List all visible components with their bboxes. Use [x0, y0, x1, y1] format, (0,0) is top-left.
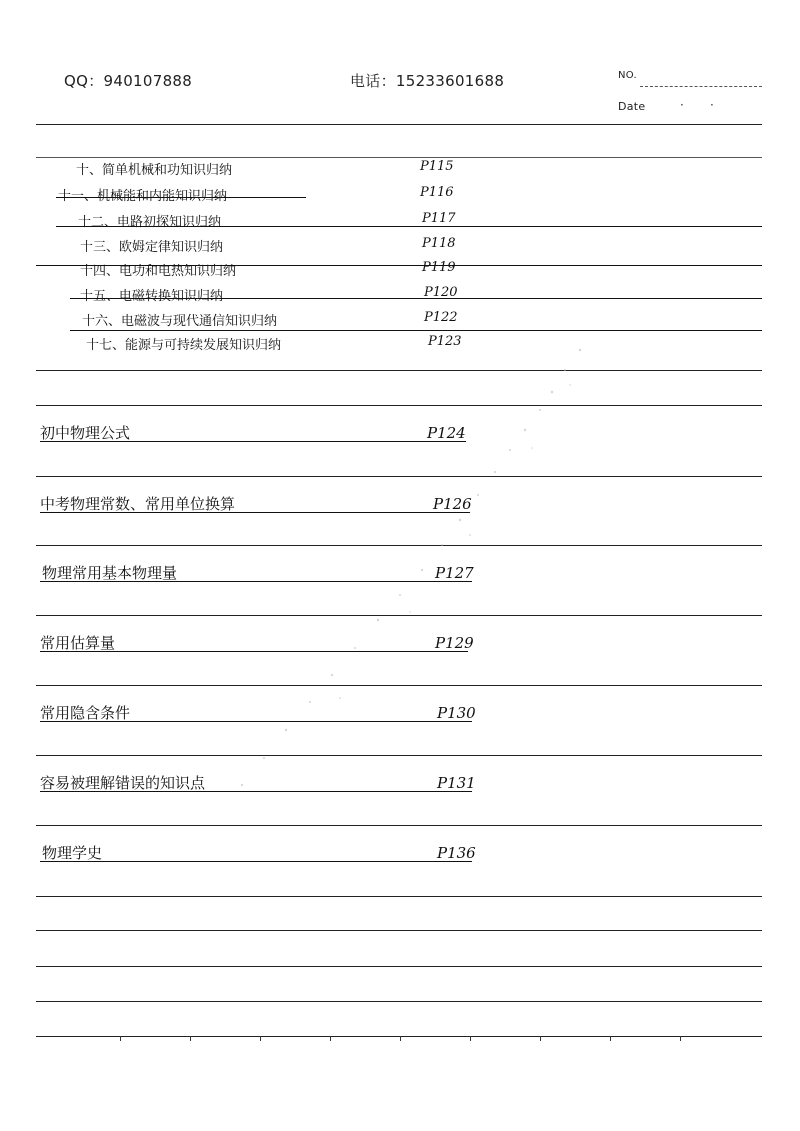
scan-speckle-watermark	[160, 330, 640, 810]
strike-through-line	[70, 298, 762, 299]
toc-item-page: P116	[420, 185, 454, 200]
toc-item-title: 初中物理公式	[40, 424, 131, 442]
ruler-tick	[540, 1036, 541, 1041]
entry-underline	[40, 791, 472, 792]
strike-through-line	[70, 330, 762, 331]
ruled-line	[36, 755, 762, 756]
toc-item-title: 物理常用基本物理量	[42, 564, 178, 582]
toc-item-title: 十四、电功和电热知识归纳	[80, 264, 237, 279]
toc-item-page: P127	[435, 564, 474, 582]
ruler-tick	[190, 1036, 191, 1041]
toc-item-title: 十三、欧姆定律知识归纳	[80, 240, 224, 255]
ruled-line	[36, 370, 762, 371]
entry-underline	[40, 441, 466, 442]
toc-item-page: P123	[428, 334, 462, 349]
toc-item-title: 物理学史	[42, 844, 103, 862]
ruled-line	[36, 405, 762, 406]
ruled-line	[36, 476, 762, 477]
toc-item-page: P122	[424, 310, 458, 325]
toc-item-title: 十七、能源与可持续发展知识归纳	[86, 338, 282, 353]
ruler-tick	[470, 1036, 471, 1041]
toc-item-title: 常用隐含条件	[40, 704, 131, 722]
toc-item-page: P126	[433, 495, 472, 513]
toc-item-title: 十一、机械能和内能知识归纳	[58, 189, 228, 204]
toc-item-page: P119	[422, 260, 456, 275]
ruled-line	[36, 157, 762, 158]
ruled-line	[36, 896, 762, 897]
ruler-tick	[400, 1036, 401, 1041]
toc-item-page: P118	[422, 236, 456, 251]
ruled-line	[36, 825, 762, 826]
toc-item-title: 常用估算量	[40, 634, 116, 652]
toc-item-page: P120	[424, 285, 458, 300]
no-label: NO.	[618, 70, 638, 81]
ruled-line	[36, 685, 762, 686]
date-separator-dot: ·	[710, 98, 714, 112]
strike-through-line	[36, 265, 762, 266]
ruled-line	[36, 966, 762, 967]
toc-item-page: P115	[420, 159, 454, 174]
ruler-tick	[260, 1036, 261, 1041]
date-separator-dot: ·	[680, 98, 684, 112]
toc-item-title: 十、简单机械和功知识归纳	[76, 163, 233, 178]
entry-underline	[40, 512, 470, 513]
entry-underline	[40, 581, 472, 582]
ruler-tick	[330, 1036, 331, 1041]
toc-item-title: 十五、电磁转换知识归纳	[80, 289, 224, 304]
no-field-line	[640, 86, 762, 87]
toc-item-title: 中考物理常数、常用单位换算	[40, 495, 236, 513]
toc-item-page: P124	[427, 424, 466, 442]
entry-underline	[40, 721, 472, 722]
toc-item-page: P129	[435, 634, 474, 652]
date-label: Date	[618, 100, 646, 113]
toc-item-title: 十六、电磁波与现代通信知识归纳	[82, 314, 278, 329]
ruled-line	[36, 1036, 762, 1037]
toc-item-page: P136	[437, 844, 476, 862]
toc-item-title: 容易被理解错误的知识点	[40, 774, 206, 792]
ruled-line	[36, 930, 762, 931]
strike-through-line	[56, 226, 762, 227]
ruler-tick	[120, 1036, 121, 1041]
toc-item-title: 十二、电路初探知识归纳	[78, 215, 222, 230]
ruled-line	[36, 1001, 762, 1002]
ruled-line	[36, 124, 762, 125]
entry-underline	[40, 861, 472, 862]
toc-item-page: P130	[437, 704, 476, 722]
qq-contact: QQ：940107888	[64, 72, 193, 90]
toc-item-page: P117	[422, 211, 456, 226]
entry-underline	[40, 651, 468, 652]
ruled-line	[36, 615, 762, 616]
strike-through-line	[56, 197, 306, 198]
ruled-line	[36, 545, 762, 546]
ruler-tick	[680, 1036, 681, 1041]
toc-item-page: P131	[437, 774, 476, 792]
phone-contact: 电话：15233601688	[350, 72, 505, 90]
ruler-tick	[610, 1036, 611, 1041]
